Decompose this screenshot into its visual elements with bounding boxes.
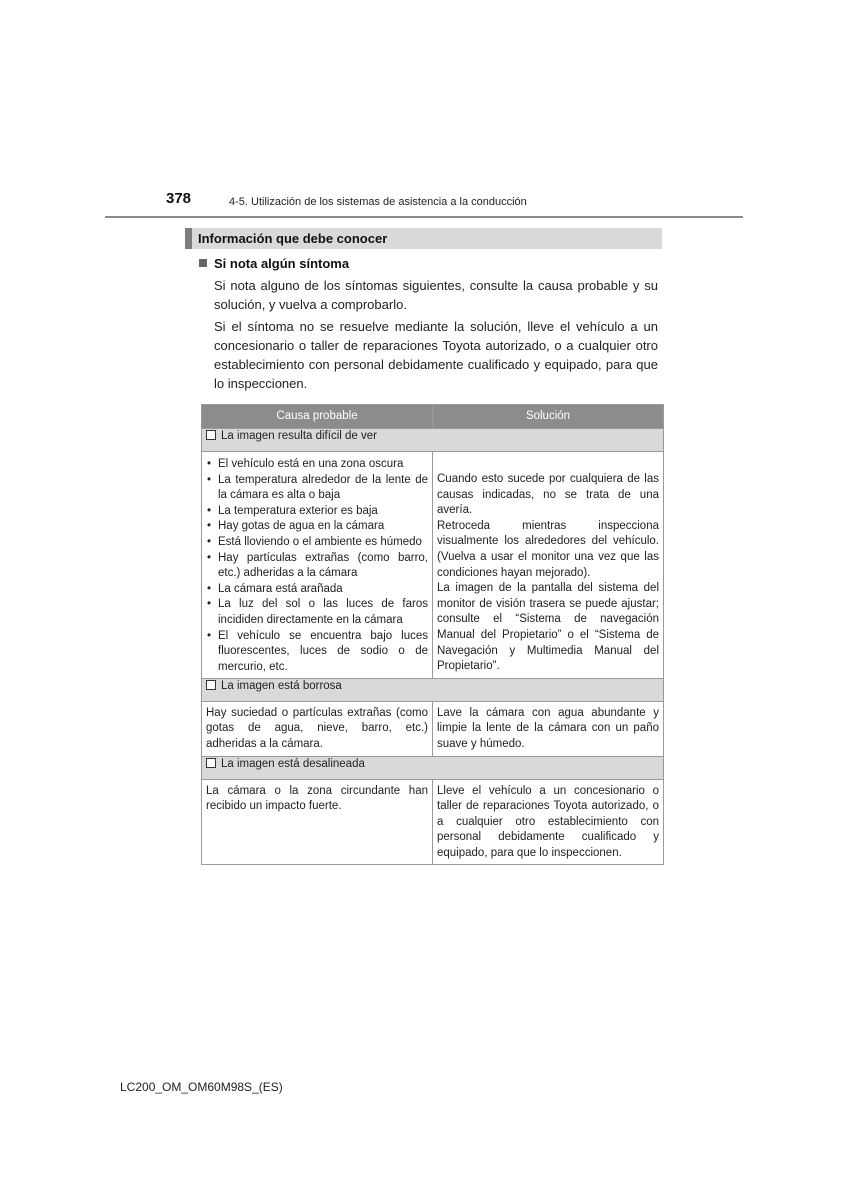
intro-paragraph-1: Si nota alguno de los síntomas siguientes, consulte la causa probable y su solución, y vuelva a comprobarlo. (214, 278, 658, 312)
list-item: • La cámara está arañada (206, 582, 428, 598)
running-head: 4-5. Utilización de los sistemas de asistencia a la conducción (229, 196, 527, 208)
section-heading-bar (185, 228, 662, 249)
table-row (202, 452, 664, 679)
page-number: 378 (166, 190, 192, 207)
category-row (202, 429, 664, 452)
cause-list (206, 457, 428, 675)
list-item: • El vehículo está en una zona oscura (206, 457, 428, 473)
cause-cell: La cámara o la zona circundante han recibido un impacto fuerte. (202, 779, 433, 865)
square-bullet-icon (199, 259, 207, 267)
troubleshooting-table (201, 404, 664, 865)
category-row (202, 756, 664, 779)
header-solution: Solución (433, 405, 664, 429)
list-item: • La luz del sol o las luces de faros incididen directamente en la cámara (206, 597, 428, 628)
header-rule (105, 216, 743, 218)
subheading-text: Si nota algún síntoma (214, 256, 350, 271)
table-header-row (202, 405, 664, 429)
list-item: • Está lloviendo o el ambiente es húmedo (206, 535, 428, 551)
checkbox-icon (206, 680, 216, 690)
solution-text: La imagen de la pantalla del sistema del monitor de visión trasera se puede ajustar; consulte el “Sistema de navegación Manual del Propietario” o el “Sistema de Navegación y Multimedia Manual del Propietario”. (437, 582, 659, 673)
solution-cell: Lleve el vehículo a un concesionario o taller de reparaciones Toyota autorizado, o a cualquier otro establecimiento con personal debidamente cualificado y equipado, para que lo inspeccionen. (433, 779, 664, 865)
list-item: • El vehículo se encuentra bajo luces fluorescentes, luces de sodio o de mercurio, etc. (206, 629, 428, 676)
list-item: • La temperatura exterior es baja (206, 504, 428, 520)
checkbox-icon (206, 758, 216, 768)
category-title: La imagen resulta difícil de ver (221, 430, 377, 442)
category-title: La imagen está desalineada (221, 757, 365, 770)
document-code: LC200_OM_OM60M98S_(ES) (120, 1080, 283, 1094)
cause-cell (202, 452, 433, 679)
solution-text: Cuando esto sucede por cualquiera de las causas indicadas, no se trata de una avería. (437, 473, 659, 517)
solution-text: Retroceda mientras inspecciona visualmente los alrededores del vehículo. (Vuelva a usar el monitor una vez que las condiciones hayan mejorado). (437, 519, 659, 579)
table-row (202, 701, 664, 756)
list-item: • Hay partículas extrañas (como barro, etc.) adheridas a la cámara (206, 551, 428, 582)
list-item: • Hay gotas de agua en la cámara (206, 519, 428, 535)
category-row (202, 678, 664, 701)
table-row (202, 779, 664, 865)
solution-cell: Lave la cámara con agua abundante y limpie la lente de la cámara con un paño suave y húmedo. (433, 701, 664, 756)
category-title: La imagen está borrosa (221, 679, 342, 692)
header-cause: Causa probable (202, 405, 433, 429)
subheading (199, 256, 349, 271)
cause-cell: Hay suciedad o partículas extrañas (como gotas de agua, nieve, barro, etc.) adheridas a la cámara. (202, 701, 433, 756)
checkbox-icon (206, 430, 216, 440)
solution-cell (433, 452, 664, 679)
list-item: • La temperatura alrededor de la lente de la cámara es alta o baja (206, 473, 428, 504)
section-title: Información que debe conocer (198, 231, 388, 246)
intro-paragraph-2: Si el síntoma no se resuelve mediante la solución, lleve el vehículo a un concesionario o taller de reparaciones Toyota autorizado, o a cualquier otro establecimiento con personal debidamente cualificado y equipado, para que lo inspeccionen. (214, 319, 658, 391)
